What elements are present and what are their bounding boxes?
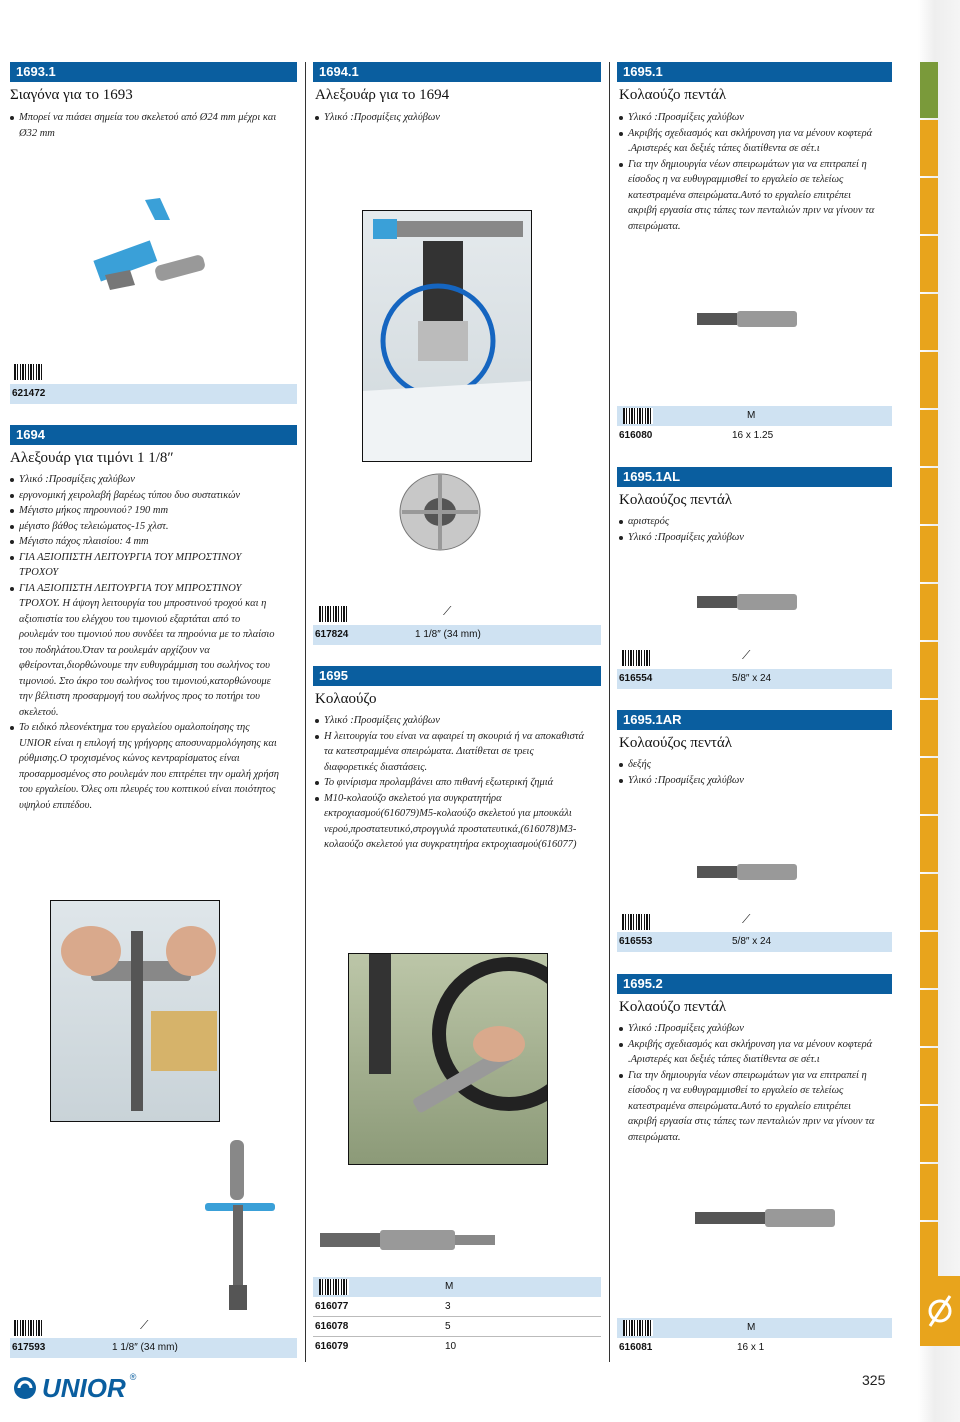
feature-item: Υλικό :Προσμίξεις χαλύβων	[619, 110, 881, 126]
chapter-tab	[920, 816, 938, 872]
feature-item: Το φινίρισμα προλαμβάνει απο πιθανή εξωτερική ζημιά	[315, 775, 585, 791]
table-header	[617, 406, 892, 426]
chapter-tab	[920, 294, 938, 350]
chapter-tab	[920, 526, 938, 582]
feature-item: M10-κολαούζο σκελετού για συγκρατητήρα εκτροχιασμού(616079)M5-κολαούζο σκελετού για μπουκάλι νερού,προστατευτικό,στρογγυλά προστατευτικά,(616078)M3-κολαούζο σκελετού για συγκρατητήρα εκτροχιασμού(616077)	[315, 791, 585, 853]
article-number: 616081	[619, 1342, 653, 1353]
feature-item: Το ειδικό πλεονέκτημα του εργαλείου ομαλοποίησης της UNIOR είναι η επιλογή της γρήγορης αποσυναρμολόγησης και ρύθμισης.Ο τροχισμένος κώνος κεντραρίσματος είναι προσαρμοσμένος στο ρουλεμάν που επιτρέπει την ομαλή χρήση του εργαλείου. Όλες οπι πλευρές του κοπτικού είναι ποιότητος υψηλού επιπέδου.	[10, 720, 280, 813]
feature-item: Ακριβής σχεδιασμός και σκλήρυνση για να μένουν κοφτερά .Αριστερές και δεξιές τάπες διατίθεντα σε σέτ.ι	[619, 126, 881, 157]
feature-list	[315, 110, 595, 126]
chapter-tab	[920, 236, 938, 292]
article-number: 616079	[315, 1341, 349, 1352]
page-number: 325	[862, 1372, 886, 1388]
feature-list	[619, 110, 881, 234]
table-header	[313, 1277, 601, 1297]
article-size: 3	[445, 1301, 451, 1312]
article-size: 1 1/8″ (34 mm)	[415, 629, 481, 640]
tool-image	[205, 1135, 285, 1315]
chapter-tab	[920, 932, 938, 988]
feature-item: Ακριβής σχεδιασμός και σκλήρυνση για να μένουν κοφτερά .Αριστερές και δεξιές τάπες διατίθεντα σε σέτ.ι	[619, 1037, 881, 1068]
feature-item: δεξής	[619, 757, 881, 773]
table-row	[313, 625, 601, 645]
article-number: 616554	[619, 673, 653, 684]
product-title: Αλεξουάρ για το 1694	[315, 87, 450, 103]
product-title: Κολαούζος πεντάλ	[619, 492, 733, 508]
feature-item: Για την δημιουργία νέων σπειρωμάτων για να επιτραπεί η είσοδος η να ευθυγραμμισθεί το εργαλείο σε τελείως κατεστραμένα σπειρώματα.Αυτό το εργαλείο επιτρέπει ακριβή εργασία στις τάπες των πενταλιών πριν να γίνουν τα σπειρώματα.	[619, 1068, 881, 1146]
product-code-bar: 1695.1AR	[617, 710, 892, 730]
table-row	[10, 384, 297, 404]
feature-item: αριστερός	[619, 514, 881, 530]
product-title: Σιαγόνα για το 1693	[10, 87, 133, 103]
article-size: 5/8″ x 24	[732, 673, 772, 684]
article-number: 616080	[619, 430, 653, 441]
chapter-tab	[920, 352, 938, 408]
column-divider	[609, 62, 610, 1362]
brand-logo	[12, 1372, 136, 1404]
feature-item: Υλικό :Προσμίξεις χαλύβων	[10, 472, 280, 488]
tool-image	[315, 1220, 515, 1260]
column-divider	[305, 62, 306, 1362]
usage-photo	[362, 210, 532, 462]
product-code-bar: 1695	[313, 666, 601, 686]
size-icon: ⟋	[140, 1318, 149, 1332]
feature-item: Υλικό :Προσμίξεις χαλύβων	[619, 1021, 881, 1037]
chapter-tab	[920, 874, 938, 930]
brand-name: UNIOR	[42, 1372, 126, 1403]
table-row	[313, 1317, 601, 1337]
feature-item: Μέγιστο πάχος πλαισίου: 4 mm	[10, 534, 280, 550]
article-table	[617, 932, 892, 952]
article-table	[313, 1277, 601, 1357]
tool-image	[395, 462, 485, 562]
chapter-tab	[920, 62, 938, 118]
article-number: 621472	[12, 388, 46, 399]
chapter-tab	[920, 410, 938, 466]
product-title: Αλεξουάρ για τιμόνι 1 1/8″	[10, 450, 174, 466]
feature-item: ΓΙΑ ΑΞΙΟΠΙΣΤΗ ΛΕΙΤΟΥΡΓΙΑ ΤΟΥ ΜΠΡΟΣΤΙΝΟΥ ΤΡΟΧΟΥ	[10, 550, 280, 581]
product-title: Κολαούζο πεντάλ	[619, 999, 727, 1015]
feature-list	[619, 514, 881, 545]
tool-image	[692, 858, 802, 886]
chapter-tab	[920, 990, 938, 1046]
size-icon: ⟋	[443, 604, 452, 618]
feature-item: ΓΙΑ ΑΞΙΟΠΙΣΤΗ ΛΕΙΤΟΥΡΓΙΑ ΤΟΥ ΜΠΡΟΣΤΙΝΟΥ ΤΡΟΧΟΥ. Η άψογη λειτουργία του μπροστινού τροχού και η αξιοπιστία του ελέγχου του τιμονιού εξαρτάται από το ρουλεμάν του τιμονιού που συνδέει τα πηρούνια με το πλαίσιο του ποδηλάτου.Όταν τα ρουλεμάν αρχίζουν να φθείρονται,διορθώνουμε την ευθυγράμμιση του σωλήνος του τιμονιού. Στο άκρο του σωλήνος του τιμονιού,κατορθώνουμε την βέλτιστη προσαρμογή του σωλήνος προς το ποτήρι του σκελετού.	[10, 581, 280, 721]
chapter-tab	[920, 178, 938, 234]
article-size: 16 x 1.25	[732, 430, 774, 441]
tool-image	[692, 588, 802, 616]
table-row	[617, 426, 892, 446]
registered-mark: ®	[129, 1372, 137, 1382]
barcode-icon	[14, 1320, 44, 1336]
article-size: 16 x 1	[737, 1342, 765, 1353]
barcode-icon	[319, 606, 349, 622]
bike-section-icon	[920, 1276, 960, 1346]
feature-item: Η λειτουργία του είναι να αφαιρεί τη σκουριά ή να αποκαθιστά τα κατεστραμμένα σπειρώματα. Διατίθεται σε τρεις διαφορετικές διαστάσεις.	[315, 729, 585, 776]
feature-item: Υλικό :Προσμίξεις χαλύβων	[619, 530, 881, 546]
col-header-m: M	[747, 1322, 756, 1333]
barcode-icon	[14, 364, 44, 380]
chapter-tab	[920, 700, 938, 756]
size-icon: ⟋	[742, 912, 751, 926]
article-table	[10, 384, 297, 404]
product-code-bar: 1695.1AL	[617, 467, 892, 487]
article-table	[617, 1318, 892, 1358]
article-number: 616553	[619, 936, 653, 947]
product-code-bar: 1694.1	[313, 62, 601, 82]
feature-list	[10, 110, 285, 141]
brand-mark-icon	[12, 1375, 38, 1401]
feature-item: Υλικό :Προσμίξεις χαλύβων	[315, 110, 595, 126]
product-title: Κολαούζο πεντάλ	[619, 87, 727, 103]
chapter-tab	[920, 120, 938, 176]
feature-item: μέγιστο βάθος τελειώματος-15 χλστ.	[10, 519, 280, 535]
article-size: 1 1/8″ (34 mm)	[112, 1342, 178, 1353]
table-row	[617, 1338, 892, 1358]
feature-item: Για την δημιουργία νέων σπειρωμάτων για να επιτραπεί η είσοδος η να ευθυγραμμισθεί το εργαλείο σε τελείως κατεστραμένα σπειρώματα.Αυτό το εργαλείο επιτρέπει ακριβή εργασία στις τάπες των πενταλιών πριν να γίνουν τα σπειρώματα.	[619, 157, 881, 235]
article-number: 616077	[315, 1301, 349, 1312]
chapter-tab	[920, 468, 938, 524]
usage-photo	[348, 953, 548, 1165]
article-size: 5/8″ x 24	[732, 936, 772, 947]
product-code-bar: 1694	[10, 425, 297, 445]
feature-list	[619, 1021, 881, 1145]
feature-list	[619, 757, 881, 788]
chapter-tab	[920, 1048, 938, 1104]
article-size: 10	[445, 1341, 457, 1352]
tool-image	[690, 1200, 860, 1236]
article-number: 617824	[315, 629, 349, 640]
barcode-icon	[622, 914, 652, 930]
feature-item: Υλικό :Προσμίξεις χαλύβων	[315, 713, 585, 729]
product-title: Κολαούζος πεντάλ	[619, 735, 733, 751]
feature-list	[10, 472, 280, 813]
table-header	[617, 1318, 892, 1338]
article-size: 5	[445, 1321, 451, 1332]
chapter-tab	[920, 1106, 938, 1162]
table-row	[10, 1338, 297, 1358]
col-header-m: M	[747, 410, 756, 421]
col-header-m: M	[445, 1281, 454, 1292]
feature-item: εργονομική χειρολαβή βαρέως τύπου δυο συστατικών	[10, 488, 280, 504]
tool-image	[692, 305, 802, 333]
table-row	[313, 1337, 601, 1357]
table-row	[313, 1297, 601, 1317]
feature-item: Μπορεί να πιάσει σημεία του σκελετού από Ø24 mm μέχρι και Ø32 mm	[10, 110, 285, 141]
article-number: 616078	[315, 1321, 349, 1332]
table-row	[617, 669, 892, 689]
chapter-tab	[920, 642, 938, 698]
chapter-tab	[920, 584, 938, 640]
usage-photo	[50, 900, 220, 1122]
chapter-tab	[920, 1222, 938, 1278]
chapter-tab	[920, 758, 938, 814]
table-row	[617, 932, 892, 952]
barcode-icon	[622, 650, 652, 666]
feature-item: Μέγιστο μήκος πηρουνιού? 190 mm	[10, 503, 280, 519]
product-code-bar: 1695.2	[617, 974, 892, 994]
article-table	[10, 1338, 297, 1358]
article-table	[617, 669, 892, 689]
product-code-bar: 1695.1	[617, 62, 892, 82]
chapter-tab	[920, 1164, 938, 1220]
product-code-bar: 1693.1	[10, 62, 297, 82]
feature-list	[315, 713, 585, 853]
size-icon: ⟋	[742, 648, 751, 662]
feature-item: Υλικό :Προσμίξεις χαλύβων	[619, 773, 881, 789]
jaw-image	[85, 190, 225, 320]
article-table	[617, 406, 892, 446]
product-title: Κολαούζο	[315, 691, 377, 707]
article-number: 617593	[12, 1342, 46, 1353]
article-table	[313, 625, 601, 645]
